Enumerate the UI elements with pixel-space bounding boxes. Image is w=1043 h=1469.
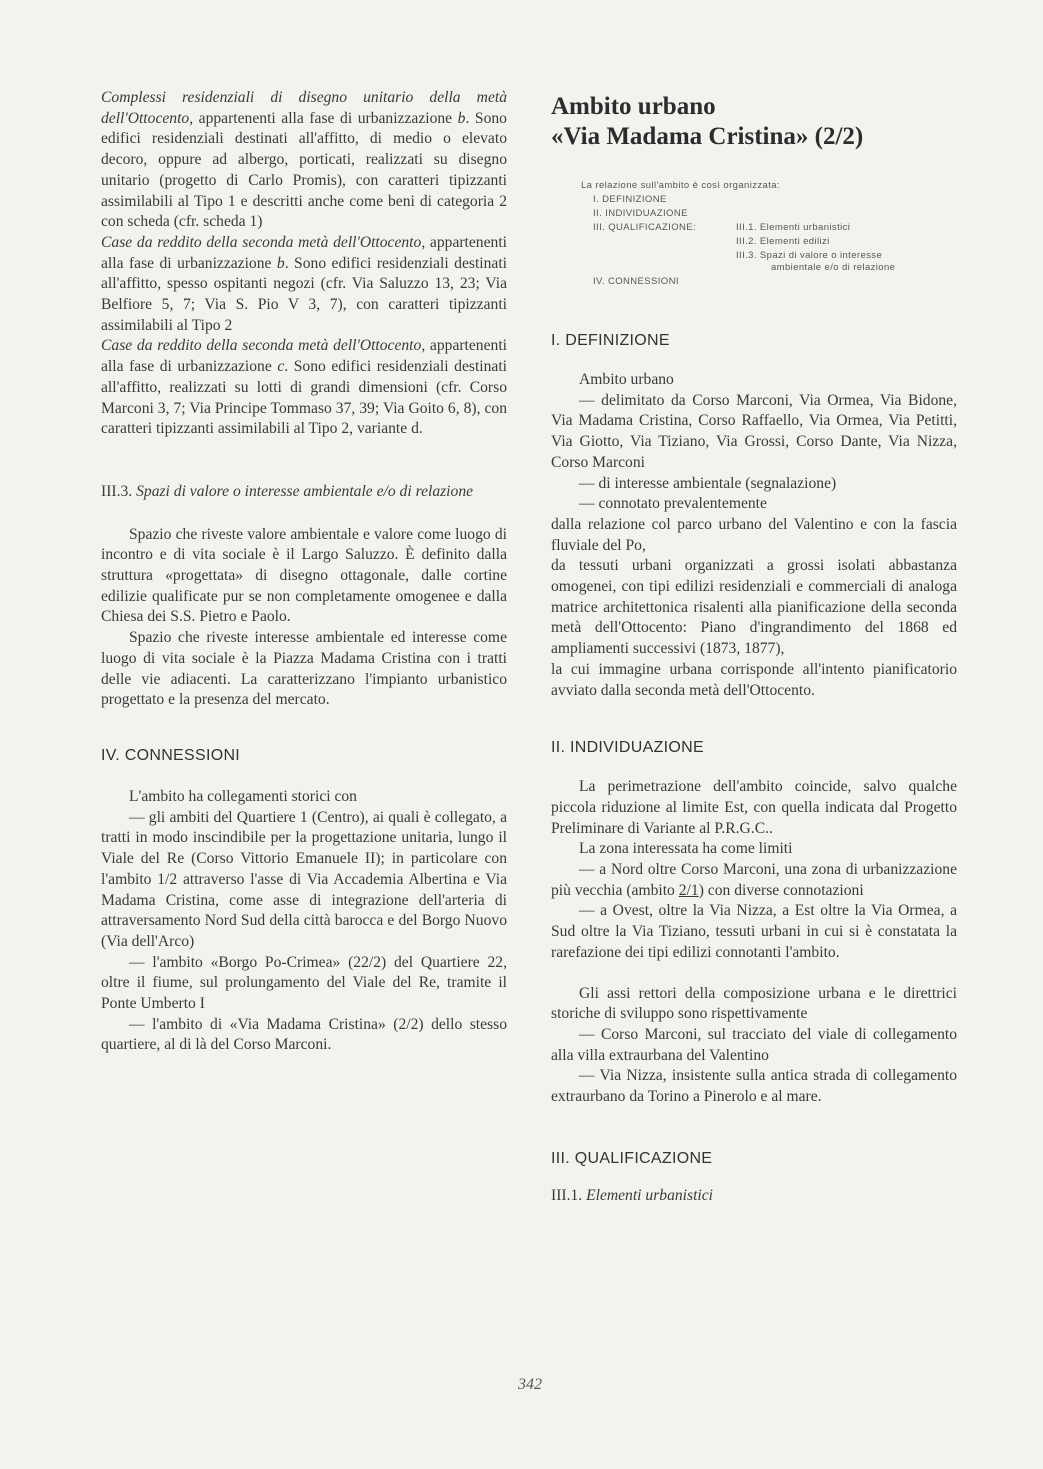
page-number: 342 (518, 1376, 542, 1393)
table-of-contents: La relazione sull'ambito è così organizzata: I. DEFINIZIONE II. INDIVIDUAZIONE III. QUALIFICAZIONE: III.1. Elementi urbanistici III.2. Elementi edilizi III.3. Spazi di valore o interesse ambientale e/o di relazione IV. CONNESSIONI (581, 180, 896, 287)
ambito-link: 2/1 (678, 881, 699, 899)
paragraph-collegamenti: L'ambito ha collegamenti storici con (129, 787, 357, 805)
section-heading-iii3: III.3. Spazi di valore o interesse ambientale e/o di relazione (101, 482, 474, 500)
paragraph-complessi: Complessi residenziali di disegno unitario della metà dell'Ottocento, appartenenti alla fase di urbanizzazione b. Sono edifici residenziali destinati all'affitto, di medio o elevato decoro, oppure ad albergo, porticati, realizzati su disegno unitario (progetto di Carlo Promis), con caratteri tipizzanti assimilabili al Tipo 1 e descritti anche come beni di categoria 2 con scheda (cfr. scheda 1) (101, 89, 507, 231)
paragraph-assi-rettori: Gli assi rettori della composizione urbana e le direttrici storiche di sviluppo sono rispettivamente (551, 984, 957, 1023)
left-column (101, 88, 507, 1056)
section-heading-qualificazione: III. QUALIFICAZIONE (551, 1149, 713, 1167)
paragraph-case-reddito-c: Case da reddito della seconda metà dell'Ottocento, appartenenti alla fase di urbanizzazione c. Sono edifici residenziali destinati all'affitto, realizzati su lotti di grandi dimensioni (cfr. Corso Marconi 3, 7; Via Principe Tommaso 37, 39; Via Goito 6, 8), con caratteri tipizzanti assimilabili al Tipo 2, variante d. (101, 337, 507, 438)
list-item: — Corso Marconi, sul tracciato del viale di collegamento alla villa extraurbana del Valentino (551, 1025, 957, 1064)
list-item: — delimitato da Corso Marconi, Via Ormea, Via Bidone, Via Madama Cristina, Corso Raffaello, Via Ormea, Via Petitti, Via Giotto, Via Tiziano, Via Grossi, Corso Dante, Via Nizza, Corso Marconi (551, 391, 957, 471)
paragraph-immagine-urbana: la cui immagine urbana corrisponde all'intento pianificatorio avviato dalla seconda metà dell'Ottocento. (551, 660, 957, 699)
section-heading-iii1: III.1. Elementi urbanistici (551, 1186, 713, 1204)
paragraph-perimetrazione: La perimetrazione dell'ambito coincide, salvo qualche piccola riduzione al limite Est, con quella indicata dal Progetto Preliminare di Variante al P.R.G.C.. (551, 778, 957, 837)
list-item: — Via Nizza, insistente sulla antica strada di collegamento extraurbano da Torino a Pinerolo e al mare. (551, 1067, 957, 1106)
paragraph-tessuti-urbani: da tessuti urbani organizzati a grossi isolati abbastanza omogenei, con tipi edilizi residenziali e commerciali di analoga matrice architettonica risalenti alla pianificazione della seconda metà dell'Ottocento: Piano d'ingrandimento del 1868 ed ampliamenti successivi (1873, 1877), (551, 557, 957, 658)
page-title: Ambito urbano «Via Madama Cristina» (2/2) (551, 93, 864, 150)
section-heading-connessioni: IV. CONNESSIONI (101, 746, 241, 764)
list-item: — connotato prevalentemente (579, 495, 767, 513)
paragraph-ambito-urbano: Ambito urbano (579, 371, 674, 388)
paragraph-case-reddito-b: Case da reddito della seconda metà dell'Ottocento, appartenenti alla fase di urbanizzazione b. Sono edifici residenziali destinati all'affitto, spesso ospitanti negozi (cfr. Via Saluzzo 13, 23; Via Belfiore 5, 7; Via S. Pio V 3, 7), con caratteri tipizzanti assimilabili al Tipo 2 (101, 233, 507, 334)
list-item: — a Ovest, oltre la Via Nizza, a Est oltre la Via Ormea, a Sud oltre la Via Tiziano, tessuti urbani in cui si è constatata la rarefazione dei tipi edilizi connotanti l'ambito. (551, 902, 957, 961)
section-heading-individuazione: II. INDIVIDUAZIONE (551, 739, 704, 757)
section-heading-definizione: I. DEFINIZIONE (551, 332, 670, 349)
list-item: — gli ambiti del Quartiere 1 (Centro), ai quali è collegato, a tratti in modo inscindibile per la progettazione unitaria, lungo il Viale del Re (Corso Vittorio Emanuele II); in particolare con l'ambito 1/2 attraverso l'asse di Via Accademia Albertina e Via Madama Cristina, come asse di integrazione dell'arteria di attraversamento Nord Sud della città barocca e del Borgo Nuovo (Via dell'Arco) (101, 808, 507, 950)
list-item: — l'ambito di «Via Madama Cristina» (2/2) dello stesso quartiere, al di là del Corso Marconi. (101, 1015, 507, 1054)
right-column (551, 92, 957, 1207)
list-item: — l'ambito «Borgo Po-Crimea» (22/2) del Quartiere 22, oltre il fiume, sul prolungamento del Viale del Re, tramite il Ponte Umberto I (101, 953, 507, 1013)
list-item: — a Nord oltre Corso Marconi, una zona di urbanizzazione più vecchia (ambito 2/1) con diverse connotazioni (551, 861, 957, 899)
paragraph-relazione-parco: dalla relazione col parco urbano del Valentino e con la fascia fluviale del Po, (551, 515, 957, 554)
paragraph-limiti: La zona interessata ha come limiti (579, 840, 793, 858)
paragraph-piazza-madama: Spazio che riveste interesse ambientale ed interesse come luogo di vita sociale è la Piazza Madama Cristina con i tratti delle vie adiacenti. La caratterizzano l'impianto urbanistico progettato e la presenza del mercato. (101, 629, 507, 709)
paragraph-largo-saluzzo: Spazio che riveste valore ambientale e valore come luogo di incontro e di vita sociale è il Largo Saluzzo. È definito dalla struttura «progettata» di disegno ottagonale, dalle cortine edilizie qualificate pur se non completamente omogenee e dalla Chiesa dei S.S. Pietro e Paolo. (101, 525, 507, 626)
list-item: — di interesse ambientale (segnalazione) (579, 474, 837, 492)
